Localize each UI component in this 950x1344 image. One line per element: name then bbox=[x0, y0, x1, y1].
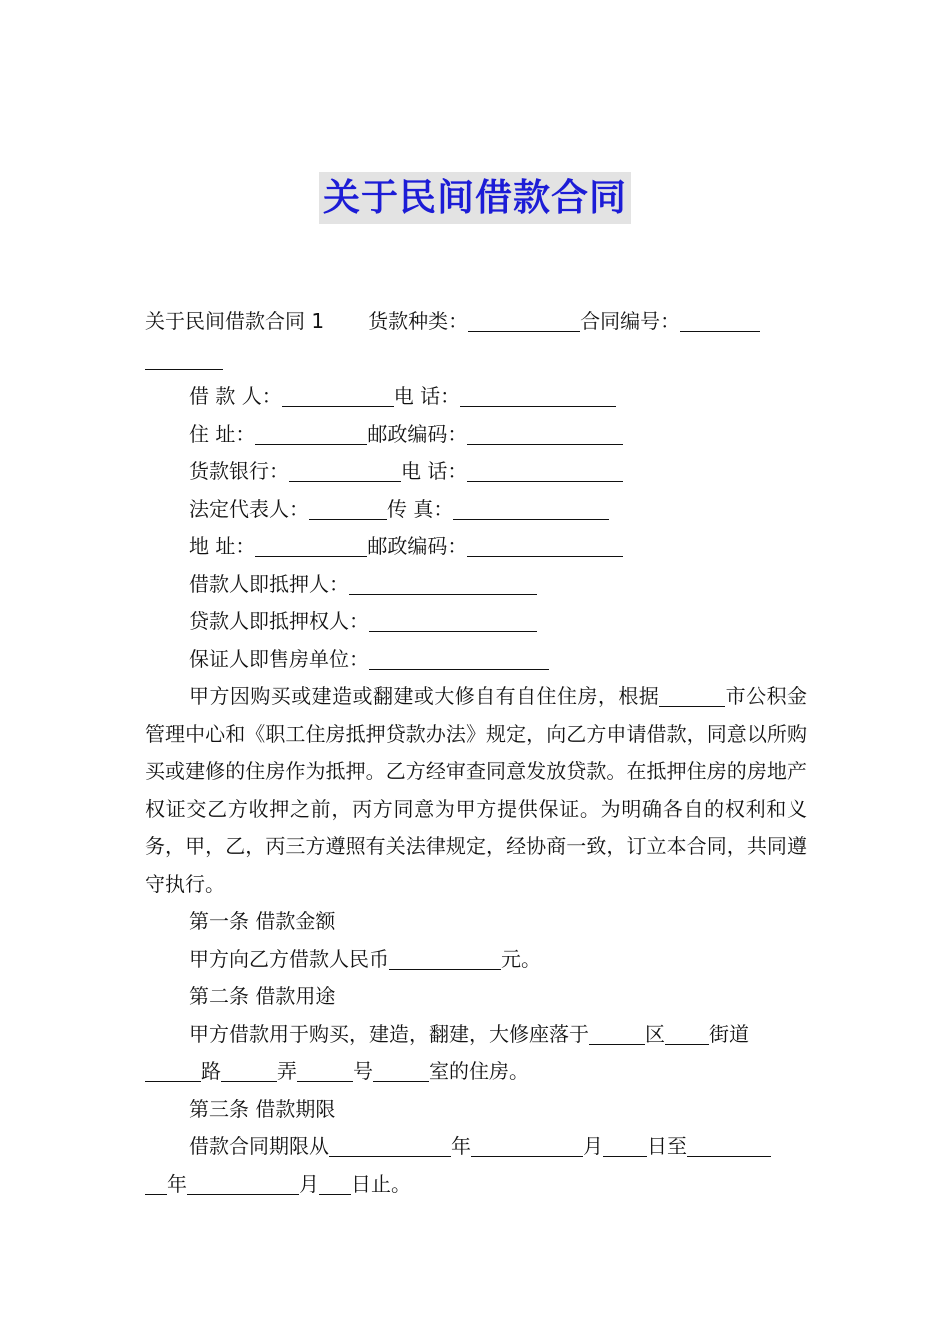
loan-type-label: 货款种类： bbox=[368, 309, 469, 333]
article3-t7: 日止。 bbox=[351, 1171, 411, 1196]
phone2-label: 电 话： bbox=[401, 459, 468, 483]
contract-no-blank bbox=[680, 307, 760, 332]
article2-heading: 第二条 借款用途 bbox=[189, 984, 336, 1008]
header-line-2 bbox=[145, 341, 807, 379]
fax-label: 传 真： bbox=[387, 496, 454, 521]
article2-t1: 甲方借款用于购买，建造，翻建，大修座落于 bbox=[189, 1021, 589, 1046]
end-year-blank bbox=[687, 1132, 771, 1157]
intro-part1: 甲方因购买或建造或翻建或大修自有自住住房，根据 bbox=[189, 684, 660, 708]
article1-text-b: 元。 bbox=[501, 946, 541, 971]
phone2-blank bbox=[467, 457, 623, 482]
article2-t2: 区 bbox=[645, 1021, 665, 1046]
address1-blank bbox=[255, 420, 367, 445]
field-row-address2 bbox=[145, 528, 807, 566]
borrower-label: 借 款 人： bbox=[189, 384, 282, 408]
article2-text-cont bbox=[145, 1053, 807, 1091]
start-day-blank bbox=[603, 1132, 647, 1157]
end-month-blank bbox=[187, 1170, 299, 1195]
contract-no-blank-cont bbox=[145, 345, 223, 370]
start-month-blank bbox=[471, 1132, 583, 1157]
number-blank bbox=[297, 1057, 353, 1082]
article3-t5: 年 bbox=[167, 1171, 187, 1196]
article2-t4: 路 bbox=[201, 1059, 221, 1083]
article2-t3: 街道 bbox=[709, 1021, 749, 1046]
legal-rep-blank bbox=[309, 495, 387, 520]
header-line bbox=[145, 303, 807, 341]
guarantor-blank bbox=[369, 645, 549, 670]
legal-rep-label: 法定代表人： bbox=[189, 496, 309, 521]
intro-paragraph bbox=[145, 678, 807, 903]
mortgagor-blank bbox=[349, 570, 537, 595]
lender-bank-label: 货款银行： bbox=[189, 459, 289, 483]
article2-t5: 弄 bbox=[277, 1059, 297, 1083]
intro-part2: 市公积金管理中心和《职工住房抵押贷款办法》规定，向乙方申请借款，同意以所购买或建修的住房作为抵押。乙方经审查同意发放贷款。在抵押住房的房地产权证交乙方收押之前，丙方同意为甲方提供保证。为明确各自的权利和义务，甲，乙，丙三方遵照有关法律规定，经协商一致，订立本合同，共同遵守执行。 bbox=[145, 684, 808, 896]
road-blank bbox=[145, 1057, 201, 1082]
article3-t3: 月 bbox=[583, 1134, 603, 1158]
mortgagor-label: 借款人即抵押人： bbox=[189, 571, 349, 596]
article2-text bbox=[145, 1016, 807, 1054]
document-title: 关于民间借款合同 bbox=[319, 172, 631, 224]
article3-t4: 日至 bbox=[647, 1134, 687, 1158]
borrower-blank bbox=[282, 382, 394, 407]
room-blank bbox=[373, 1057, 429, 1082]
article2-t6: 号 bbox=[353, 1059, 373, 1083]
postcode2-label: 邮政编码： bbox=[367, 534, 468, 558]
article3-t1: 借款合同期限从 bbox=[189, 1134, 329, 1158]
city-blank bbox=[659, 682, 725, 707]
field-row-bank bbox=[145, 453, 807, 491]
field-row-address1 bbox=[145, 416, 807, 454]
fax-blank bbox=[453, 495, 609, 520]
postcode1-label: 邮政编码： bbox=[367, 421, 468, 446]
guarantor-label: 保证人即售房单位： bbox=[189, 646, 369, 671]
mortgagee-label: 贷款人即抵押权人： bbox=[189, 609, 369, 633]
lane-blank bbox=[221, 1057, 277, 1082]
address2-blank bbox=[255, 532, 367, 557]
end-year-blank-cont bbox=[145, 1170, 167, 1195]
postcode1-blank bbox=[467, 420, 623, 445]
field-row-borrower bbox=[145, 378, 807, 416]
address1-label: 住 址： bbox=[189, 421, 256, 446]
article3-t6: 月 bbox=[299, 1171, 319, 1196]
address2-label: 地 址： bbox=[189, 534, 256, 558]
contract-no-label: 合同编号： bbox=[580, 309, 681, 333]
loan-type-blank bbox=[468, 307, 580, 332]
doc-name: 关于民间借款合同 1 bbox=[145, 309, 325, 333]
article3-text bbox=[145, 1128, 807, 1166]
article1-text bbox=[145, 941, 807, 979]
postcode2-blank bbox=[467, 532, 623, 557]
field-row-guarantor bbox=[145, 641, 807, 679]
street-blank bbox=[665, 1020, 709, 1045]
article1-text-a: 甲方向乙方借款人民币 bbox=[189, 946, 389, 971]
mortgagee-blank bbox=[369, 607, 537, 632]
article3-t2: 年 bbox=[451, 1134, 471, 1158]
field-row-mortgagor bbox=[145, 566, 807, 604]
field-row-legal-rep bbox=[145, 491, 807, 529]
article3-heading: 第三条 借款期限 bbox=[189, 1096, 336, 1121]
document-body bbox=[145, 303, 807, 1203]
title-wrap bbox=[0, 172, 950, 224]
lender-bank-blank bbox=[289, 457, 401, 482]
phone1-blank bbox=[460, 382, 616, 407]
end-day-blank bbox=[319, 1170, 351, 1195]
article2-t7: 室的住房。 bbox=[429, 1059, 529, 1083]
article1-heading: 第一条 借款金额 bbox=[189, 909, 336, 933]
phone1-label: 电 话： bbox=[393, 384, 461, 408]
article3-text-cont bbox=[145, 1166, 807, 1204]
district-blank bbox=[589, 1020, 645, 1045]
field-row-mortgagee bbox=[145, 603, 807, 641]
start-year-blank bbox=[329, 1132, 451, 1157]
amount-blank bbox=[389, 945, 501, 970]
